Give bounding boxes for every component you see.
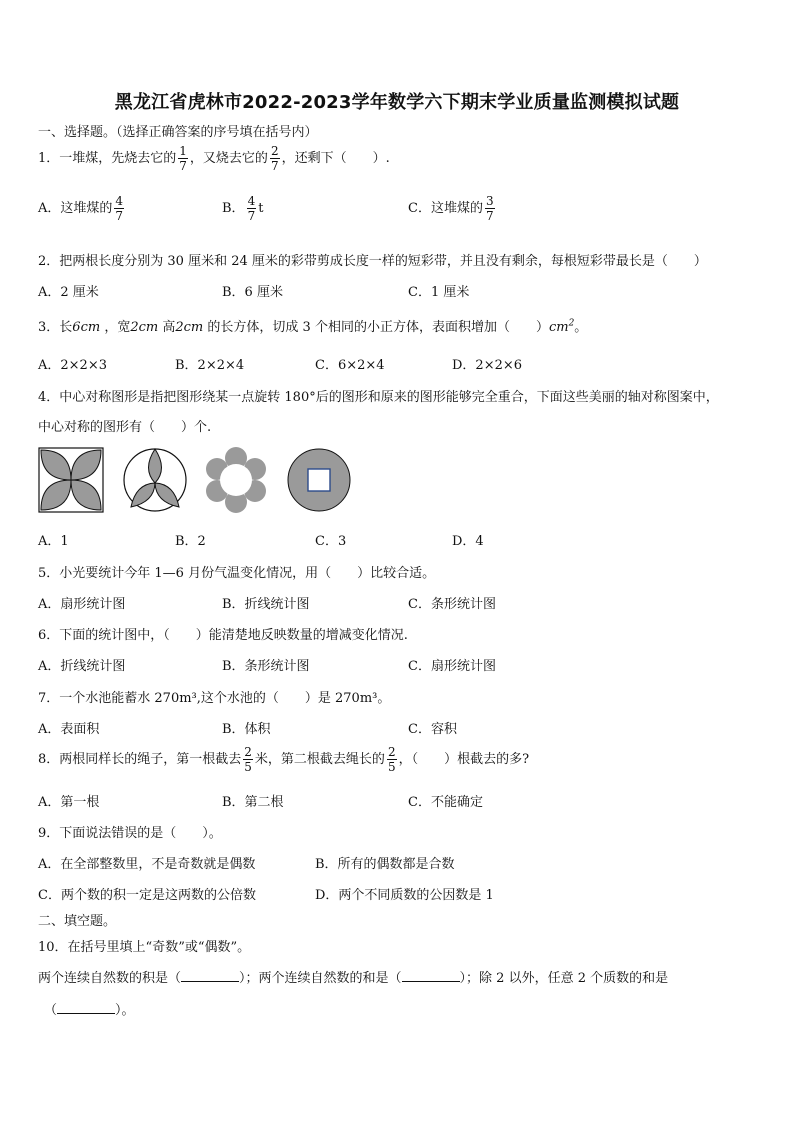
option-d[interactable]: D．两个不同质数的公因数是 1 (315, 888, 494, 903)
option-b[interactable]: B．6 厘米 (222, 285, 283, 300)
option-c[interactable]: C．扇形统计图 (408, 659, 496, 674)
option-c[interactable]: C．3 (315, 534, 347, 549)
question-7: 7．一个水池能蓄水 270m³,这个水池的（ ）是 270m³。 (38, 691, 391, 706)
answer-blank[interactable] (57, 1003, 115, 1014)
question-4-line-1: 4．中心对称图形是指把图形绕某一点旋转 180°后的图形和原来的图形能够完全重合，下面这些美丽的轴对称图案中， (38, 390, 719, 405)
question-10-blanks-line-2: （ ）。 (44, 1003, 135, 1018)
option-a[interactable]: A．第一根 (38, 795, 100, 810)
question-2: 2．把两根长度分别为 30 厘米和 24 厘米的彩带剪成长度一样的短彩带，并且没有剩余，每根短彩带最长是（ ） (38, 254, 707, 269)
question-3: 3．长6cm ，宽2cm 高2cm 的长方体，切成 3 个相同的小正方体，表面积增加（ ）$cm^2$。 (38, 318, 588, 335)
question-5: 5．小光要统计今年 1—6 月份气温变化情况，用（ ）比较合适。 (38, 566, 436, 581)
option-b[interactable]: B．2×2×4 (175, 358, 245, 373)
section-choice-heading: 一、选择题。（选择正确答案的序号填在括号内） (38, 125, 318, 140)
answer-blank[interactable] (181, 971, 239, 982)
question-8: 8．两根同样长的绳子，第一根截去 $\frac{2}{5}$ 米，第二根截去绳长的 $\frac{2}{5}$ ，（ ）根截去的多? (38, 745, 530, 774)
option-c[interactable]: C．条形统计图 (408, 597, 496, 612)
option-b[interactable]: B．条形统计图 (222, 659, 310, 674)
option-d[interactable]: D．4 (452, 534, 484, 549)
option-a[interactable]: A．折线统计图 (38, 659, 126, 674)
option-a[interactable]: A．扇形统计图 (38, 597, 126, 612)
section-fill-heading: 二、填空题。 (38, 914, 117, 929)
square-petal-figure (38, 447, 104, 513)
fraction: $\frac{2}{5}$ (244, 745, 252, 774)
option-b[interactable]: B．第二根 (222, 795, 284, 810)
option-c[interactable]: C．两个数的积一定是这两数的公倍数 (38, 888, 256, 903)
option-a[interactable]: A．这堆煤的 $\frac{4}{7}$ (38, 194, 124, 223)
option-b[interactable]: B．2 (175, 534, 206, 549)
question-10-blanks-line-1: 两个连续自然数的积是（ ）；两个连续自然数的和是（ ）；除 2 以外，任意 2 个质数的和是 (38, 971, 669, 986)
question-1: 1．一堆煤，先烧去它的 $\frac{1}{7}$ ，又烧去它的 $\frac{2}{7}$ ，还剩下（ ）. (38, 144, 390, 173)
option-a[interactable]: A．表面积 (38, 722, 100, 737)
option-b[interactable]: B．折线统计图 (222, 597, 310, 612)
question-10: 10．在括号里填上“奇数”或“偶数”。 (38, 940, 251, 955)
option-c[interactable]: C．不能确定 (408, 795, 483, 810)
option-c[interactable]: C．6×2×4 (315, 358, 385, 373)
option-c[interactable]: C．1 厘米 (408, 285, 470, 300)
question-6: 6．下面的统计图中，（ ）能清楚地反映数量的增减变化情况. (38, 628, 408, 643)
question-9: 9．下面说法错误的是（ ）。 (38, 826, 222, 841)
fraction: $\frac{2}{5}$ (387, 745, 396, 774)
option-a[interactable]: A．1 (38, 534, 69, 549)
coin-square-figure (286, 447, 352, 513)
question-4-line-2: 中心对称的图形有（ ）个. (38, 420, 212, 435)
option-d[interactable]: D．2×2×6 (452, 358, 523, 373)
page-title: 黑龙江省虎林市2022-2023学年数学六下期末学业质量监测模拟试题 (114, 92, 680, 113)
flower-ring-figure (203, 447, 269, 513)
option-b[interactable]: B． $\frac{4}{7}$ t (222, 194, 264, 223)
option-c[interactable]: C．容积 (408, 722, 457, 737)
option-a[interactable]: A．2 厘米 (38, 285, 99, 300)
three-leaf-circle-figure (122, 447, 188, 513)
fraction: $\frac{2}{7}$ (270, 144, 279, 173)
option-a[interactable]: A．2×2×3 (38, 358, 107, 373)
answer-blank[interactable] (402, 971, 460, 982)
fraction: $\frac{1}{7}$ (179, 144, 187, 173)
option-b[interactable]: B．体积 (222, 722, 271, 737)
option-b[interactable]: B．所有的偶数都是合数 (315, 857, 455, 872)
option-a[interactable]: A．在全部整数里，不是奇数就是偶数 (38, 857, 256, 872)
option-c[interactable]: C．这堆煤的 $\frac{3}{7}$ (408, 194, 494, 223)
